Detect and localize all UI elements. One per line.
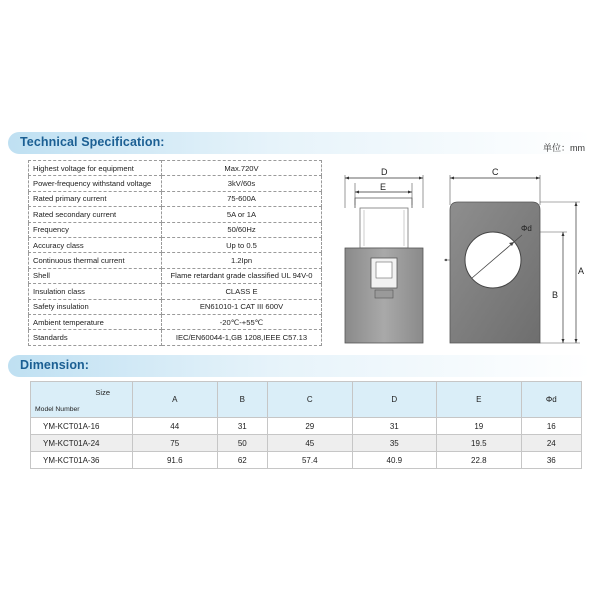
dimension-row — [31, 452, 582, 469]
dimension-value: 57.4 — [268, 452, 353, 469]
model-number-label: Model Number — [35, 406, 80, 413]
spec-value: Flame retardant grade classified UL 94V-0 — [162, 268, 322, 283]
spec-row — [29, 207, 322, 222]
dimension-column-header: E — [437, 382, 522, 418]
diagram-label-a: A — [578, 266, 585, 276]
spec-value: EN61010-1 CAT III 600V — [162, 299, 322, 314]
spec-value: Up to 0.5 — [162, 237, 322, 252]
side-view — [345, 167, 423, 343]
spec-row — [29, 268, 322, 283]
dimension-value: 22.8 — [437, 452, 522, 469]
dimension-value: 19 — [437, 418, 522, 435]
dimension-value: 36 — [521, 452, 581, 469]
dimension-header-bar — [8, 355, 592, 377]
dimension-value: 91.6 — [133, 452, 218, 469]
dimension-row — [31, 418, 582, 435]
spec-table — [28, 160, 322, 346]
dimension-value: 29 — [268, 418, 353, 435]
spec-param: Shell — [29, 268, 162, 283]
spec-row — [29, 330, 322, 345]
spec-row — [29, 222, 322, 237]
ct-dimension-diagram — [322, 150, 592, 350]
spec-value: 5A or 1A — [162, 207, 322, 222]
dimension-value: 19.5 — [437, 435, 522, 452]
spec-row — [29, 176, 322, 191]
tech-spec-title: Technical Specification: — [20, 135, 165, 149]
dimension-value: 75 — [133, 435, 218, 452]
spec-param: Continuous thermal current — [29, 253, 162, 268]
spec-row — [29, 161, 322, 176]
dimension-column-header: D — [352, 382, 437, 418]
dimension-table — [30, 381, 582, 469]
spec-param: Frequency — [29, 222, 162, 237]
dimension-table-corner — [31, 382, 133, 418]
dimension-value: 44 — [133, 418, 218, 435]
dimension-table-wrap — [30, 381, 582, 469]
dimension-value: 50 — [217, 435, 268, 452]
spec-row — [29, 299, 322, 314]
dimension-column-header: C — [268, 382, 353, 418]
dimension-value: 31 — [217, 418, 268, 435]
spec-value: Max.720V — [162, 161, 322, 176]
spec-row — [29, 314, 322, 329]
front-view — [444, 167, 584, 343]
spec-value: 50/60Hz — [162, 222, 322, 237]
diagram-label-phi: Φd — [521, 224, 532, 233]
spec-row — [29, 284, 322, 299]
spec-value: -20℃-+55℃ — [162, 314, 322, 329]
dimension-column-header: A — [133, 382, 218, 418]
dimension-value: 16 — [521, 418, 581, 435]
diagram-label-e: E — [380, 182, 387, 192]
spec-value: 75-600A — [162, 191, 322, 206]
dimension-column-header: Φd — [521, 382, 581, 418]
spec-value: IEC/EN60044-1,GB 1208,IEEE C57.13 — [162, 330, 322, 345]
model-number: YM-KCT01A-36 — [31, 452, 133, 469]
diagram-label-b: B — [552, 290, 559, 300]
size-label: Size — [95, 388, 110, 397]
dimension-value: 35 — [352, 435, 437, 452]
spec-param: Highest voltage for equipment — [29, 161, 162, 176]
spec-row — [29, 253, 322, 268]
spec-param: Rated primary current — [29, 191, 162, 206]
diagram-label-c: C — [492, 167, 499, 177]
model-number: YM-KCT01A-16 — [31, 418, 133, 435]
spec-param: Insulation class — [29, 284, 162, 299]
spec-value: 1.2Ipn — [162, 253, 322, 268]
dimension-value: 40.9 — [352, 452, 437, 469]
spec-row — [29, 191, 322, 206]
spec-param: Accuracy class — [29, 237, 162, 252]
dimension-value: 45 — [268, 435, 353, 452]
dimension-title: Dimension: — [20, 358, 90, 372]
spec-param: Standards — [29, 330, 162, 345]
spec-param: Safety insulation — [29, 299, 162, 314]
unit-label: 单位：mm — [543, 143, 585, 153]
spec-param: Ambient temperature — [29, 314, 162, 329]
spec-value: 3kV/60s — [162, 176, 322, 191]
model-number: YM-KCT01A-24 — [31, 435, 133, 452]
dimension-value: 24 — [521, 435, 581, 452]
dimension-column-header: B — [217, 382, 268, 418]
spec-value: CLASS E — [162, 284, 322, 299]
dimension-value: 62 — [217, 452, 268, 469]
spec-param: Rated secondary current — [29, 207, 162, 222]
spec-param: Power-frequency withstand voltage — [29, 176, 162, 191]
spec-row — [29, 237, 322, 252]
diagram-label-d: D — [381, 167, 388, 177]
dimension-value: 31 — [352, 418, 437, 435]
dimension-row — [31, 435, 582, 452]
